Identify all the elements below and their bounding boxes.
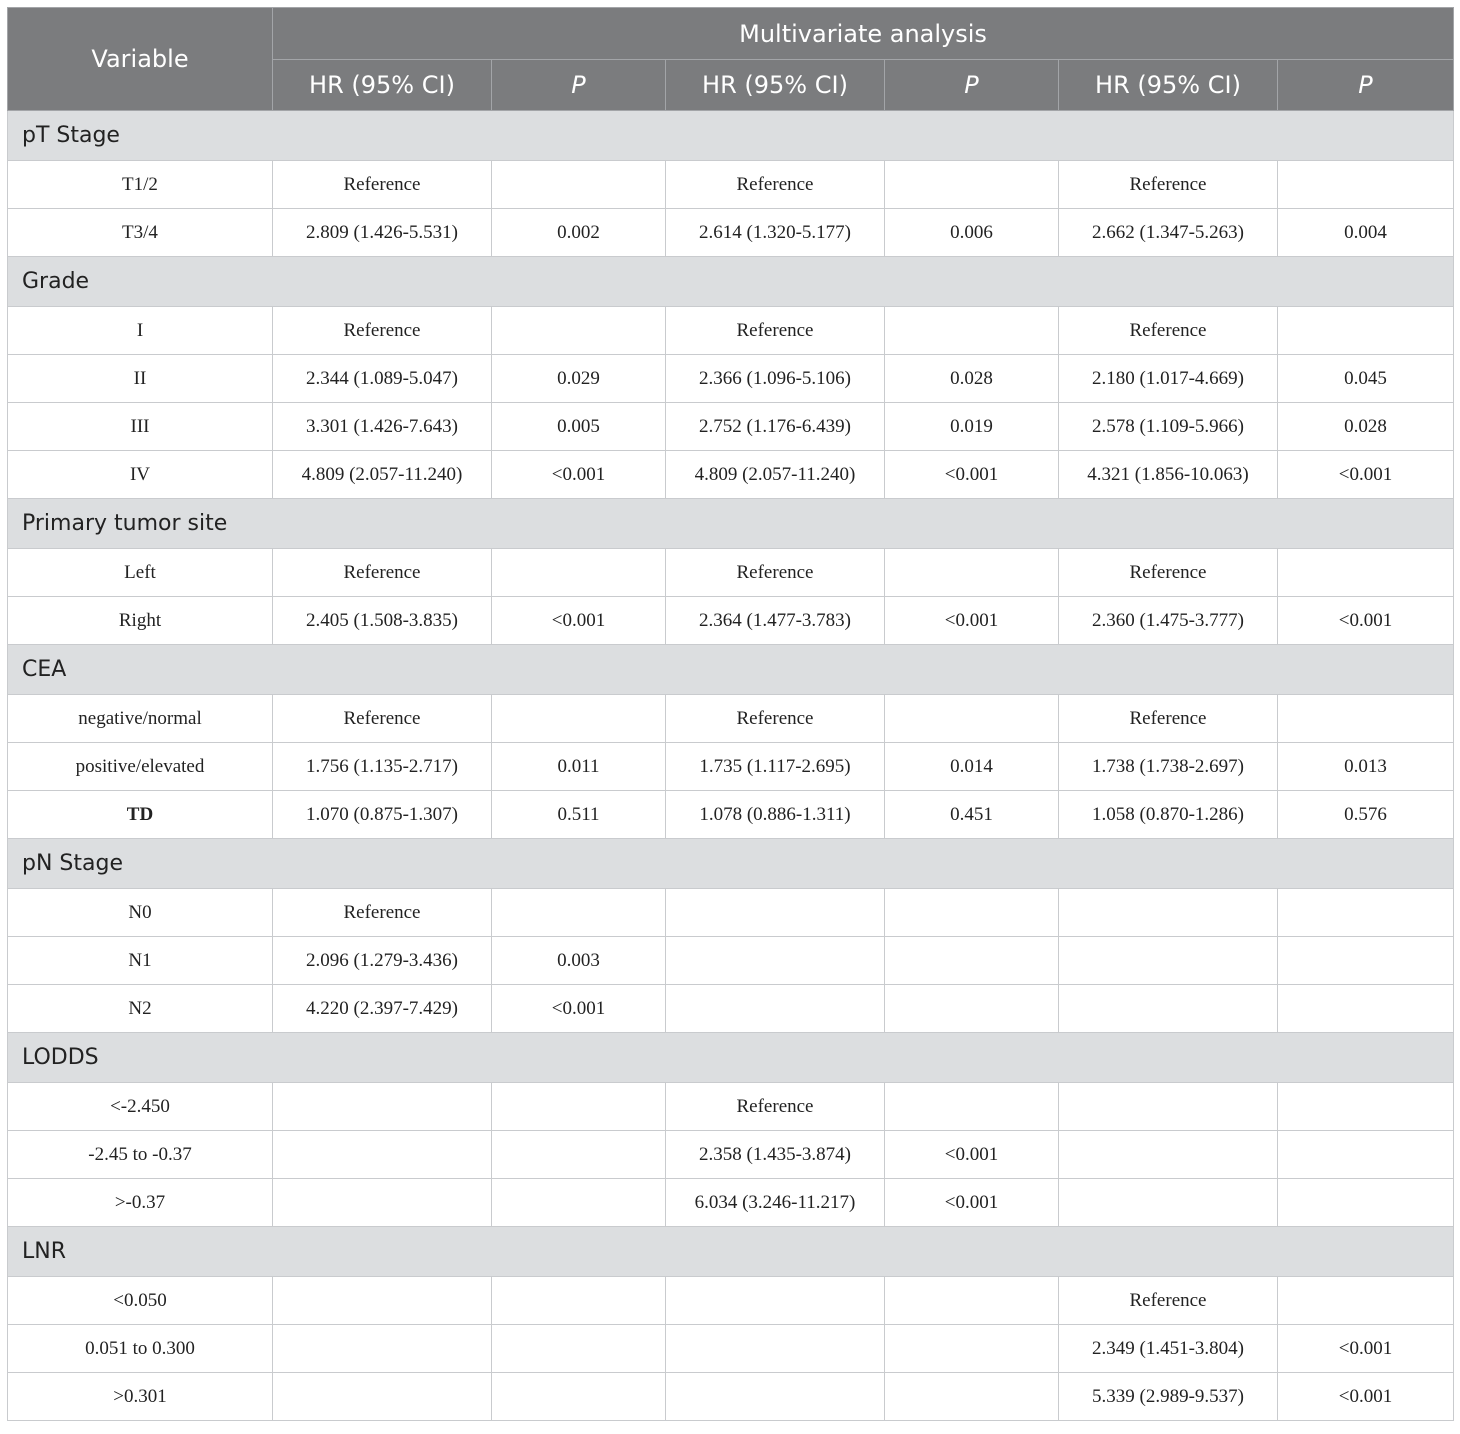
p-value-cell	[1278, 307, 1454, 355]
p-value-cell: 0.029	[492, 355, 666, 403]
row-label: N2	[8, 985, 273, 1033]
row-label: N1	[8, 937, 273, 985]
section-title: pN Stage	[8, 839, 1454, 889]
hr-ci-cell: Reference	[666, 549, 885, 597]
table-row	[8, 1131, 1454, 1179]
hr-ci-cell	[273, 1131, 492, 1179]
p-value-cell	[885, 161, 1059, 209]
hr-ci-cell: 2.614 (1.320-5.177)	[666, 209, 885, 257]
row-label: T3/4	[8, 209, 273, 257]
hr-ci-cell: 2.360 (1.475-3.777)	[1059, 597, 1278, 645]
multivariate-table	[7, 7, 1454, 1421]
p-value-cell	[885, 1325, 1059, 1373]
section-row	[8, 839, 1454, 889]
table-row	[8, 1179, 1454, 1227]
p-value-cell	[492, 1277, 666, 1325]
p-value-cell	[1278, 985, 1454, 1033]
p-value-cell	[885, 549, 1059, 597]
section-title: LNR	[8, 1227, 1454, 1277]
table-row	[8, 307, 1454, 355]
hr-ci-cell	[666, 889, 885, 937]
p-header: P	[1278, 60, 1454, 111]
p-value-cell	[885, 937, 1059, 985]
p-value-cell: 0.002	[492, 209, 666, 257]
hr-ci-cell: 6.034 (3.246-11.217)	[666, 1179, 885, 1227]
row-label: -2.45 to -0.37	[8, 1131, 273, 1179]
hr-ci-cell	[666, 1277, 885, 1325]
table-row	[8, 743, 1454, 791]
p-value-cell	[885, 1373, 1059, 1421]
row-label: Right	[8, 597, 273, 645]
p-value-cell: 0.005	[492, 403, 666, 451]
hr-ci-cell: Reference	[1059, 549, 1278, 597]
hr-ci-cell: 4.809 (2.057-11.240)	[666, 451, 885, 499]
hr-ci-cell	[273, 1083, 492, 1131]
p-value-cell	[1278, 1083, 1454, 1131]
p-value-cell: <0.001	[492, 451, 666, 499]
table-row	[8, 791, 1454, 839]
hr-ci-cell	[273, 1179, 492, 1227]
hr-ci-cell: 2.364 (1.477-3.783)	[666, 597, 885, 645]
table-row	[8, 1325, 1454, 1373]
p-value-cell	[492, 161, 666, 209]
row-label: 0.051 to 0.300	[8, 1325, 273, 1373]
p-value-cell	[492, 307, 666, 355]
p-value-cell	[492, 1325, 666, 1373]
section-row	[8, 499, 1454, 549]
p-value-cell: 0.006	[885, 209, 1059, 257]
p-value-cell: <0.001	[1278, 597, 1454, 645]
p-value-cell: <0.001	[1278, 1373, 1454, 1421]
row-label: I	[8, 307, 273, 355]
results-table-container	[7, 7, 1453, 1421]
row-label: positive/elevated	[8, 743, 273, 791]
table-row	[8, 1277, 1454, 1325]
row-label: >-0.37	[8, 1179, 273, 1227]
hr-ci-cell: 2.809 (1.426-5.531)	[273, 209, 492, 257]
p-value-cell	[492, 889, 666, 937]
hr-ci-cell: 1.735 (1.117-2.695)	[666, 743, 885, 791]
hr-ci-cell: Reference	[666, 307, 885, 355]
section-row	[8, 645, 1454, 695]
p-value-cell: <0.001	[885, 597, 1059, 645]
hr-ci-cell: Reference	[1059, 1277, 1278, 1325]
p-value-cell: 0.028	[1278, 403, 1454, 451]
row-label: Left	[8, 549, 273, 597]
p-value-cell	[1278, 1277, 1454, 1325]
row-label: negative/normal	[8, 695, 273, 743]
row-label: >0.301	[8, 1373, 273, 1421]
hr-ci-cell	[1059, 1131, 1278, 1179]
section-row	[8, 1227, 1454, 1277]
p-value-cell	[492, 1131, 666, 1179]
p-value-cell	[492, 1083, 666, 1131]
row-label: T1/2	[8, 161, 273, 209]
p-value-cell: <0.001	[885, 451, 1059, 499]
hr-ci-cell: 1.738 (1.738-2.697)	[1059, 743, 1278, 791]
p-value-cell	[885, 889, 1059, 937]
hr-ci-cell: 3.301 (1.426-7.643)	[273, 403, 492, 451]
hr-ci-cell: 2.358 (1.435-3.874)	[666, 1131, 885, 1179]
p-value-cell: <0.001	[885, 1131, 1059, 1179]
section-title: CEA	[8, 645, 1454, 695]
p-value-cell: 0.011	[492, 743, 666, 791]
p-value-cell: <0.001	[492, 597, 666, 645]
p-value-cell: <0.001	[1278, 1325, 1454, 1373]
hr-ci-cell: 1.070 (0.875-1.307)	[273, 791, 492, 839]
hr-ci-cell: Reference	[1059, 695, 1278, 743]
hr-ci-cell: 4.220 (2.397-7.429)	[273, 985, 492, 1033]
hr-ci-cell: Reference	[273, 549, 492, 597]
table-row	[8, 937, 1454, 985]
section-row	[8, 111, 1454, 161]
table-row	[8, 695, 1454, 743]
hr-ci-cell	[1059, 1179, 1278, 1227]
section-row	[8, 1033, 1454, 1083]
hr-ci-cell	[666, 1325, 885, 1373]
p-value-cell	[1278, 695, 1454, 743]
p-value-cell	[492, 695, 666, 743]
hr-ci-cell: 2.752 (1.176-6.439)	[666, 403, 885, 451]
p-value-cell	[1278, 549, 1454, 597]
p-value-cell	[492, 549, 666, 597]
table-row	[8, 549, 1454, 597]
p-value-cell: 0.511	[492, 791, 666, 839]
variable-header: Variable	[8, 8, 273, 111]
p-value-cell: 0.019	[885, 403, 1059, 451]
p-header: P	[885, 60, 1059, 111]
table-header	[8, 8, 1454, 111]
hr-ci-cell: 1.756 (1.135-2.717)	[273, 743, 492, 791]
p-value-cell	[1278, 1179, 1454, 1227]
table-row	[8, 597, 1454, 645]
hr-ci-cell: Reference	[666, 1083, 885, 1131]
table-row	[8, 403, 1454, 451]
hr-ci-cell	[273, 1373, 492, 1421]
p-value-cell: 0.045	[1278, 355, 1454, 403]
hr-ci-cell	[1059, 889, 1278, 937]
hr-ci-cell: 5.339 (2.989-9.537)	[1059, 1373, 1278, 1421]
hr-ci-cell	[273, 1277, 492, 1325]
hr-ci-cell	[273, 1325, 492, 1373]
hr-ci-cell: 2.578 (1.109-5.966)	[1059, 403, 1278, 451]
hr-ci-header: HR (95% CI)	[273, 60, 492, 111]
hr-ci-cell: Reference	[273, 889, 492, 937]
table-row	[8, 889, 1454, 937]
table-body	[8, 111, 1454, 1421]
p-value-cell	[492, 1179, 666, 1227]
p-value-cell	[885, 1277, 1059, 1325]
p-value-cell	[1278, 1131, 1454, 1179]
hr-ci-header: HR (95% CI)	[1059, 60, 1278, 111]
hr-ci-cell: Reference	[273, 307, 492, 355]
table-row	[8, 355, 1454, 403]
hr-ci-cell: 2.349 (1.451-3.804)	[1059, 1325, 1278, 1373]
p-value-cell: 0.014	[885, 743, 1059, 791]
hr-ci-cell: Reference	[273, 161, 492, 209]
hr-ci-cell	[1059, 937, 1278, 985]
table-row	[8, 985, 1454, 1033]
multivariate-header: Multivariate analysis	[273, 8, 1454, 60]
row-label: <-2.450	[8, 1083, 273, 1131]
hr-ci-cell	[666, 1373, 885, 1421]
hr-ci-cell: 2.096 (1.279-3.436)	[273, 937, 492, 985]
p-value-cell	[885, 985, 1059, 1033]
hr-ci-cell: 4.809 (2.057-11.240)	[273, 451, 492, 499]
hr-ci-cell: 1.058 (0.870-1.286)	[1059, 791, 1278, 839]
p-value-cell: 0.004	[1278, 209, 1454, 257]
row-label: N0	[8, 889, 273, 937]
p-value-cell	[1278, 937, 1454, 985]
hr-ci-cell	[666, 937, 885, 985]
row-label: IV	[8, 451, 273, 499]
p-value-cell	[885, 307, 1059, 355]
p-value-cell: 0.013	[1278, 743, 1454, 791]
hr-ci-cell: 2.662 (1.347-5.263)	[1059, 209, 1278, 257]
hr-ci-cell	[666, 985, 885, 1033]
hr-ci-cell	[1059, 985, 1278, 1033]
hr-ci-cell: 2.344 (1.089-5.047)	[273, 355, 492, 403]
p-header: P	[492, 60, 666, 111]
hr-ci-cell	[1059, 1083, 1278, 1131]
p-value-cell: 0.003	[492, 937, 666, 985]
hr-ci-cell: 2.405 (1.508-3.835)	[273, 597, 492, 645]
p-value-cell	[1278, 161, 1454, 209]
p-value-cell	[885, 695, 1059, 743]
hr-ci-cell: Reference	[1059, 161, 1278, 209]
row-label: TD	[8, 791, 273, 839]
hr-ci-cell: Reference	[666, 695, 885, 743]
section-title: pT Stage	[8, 111, 1454, 161]
p-value-cell: <0.001	[885, 1179, 1059, 1227]
row-label: III	[8, 403, 273, 451]
section-row	[8, 257, 1454, 307]
hr-ci-cell: Reference	[273, 695, 492, 743]
section-title: Grade	[8, 257, 1454, 307]
table-row	[8, 209, 1454, 257]
p-value-cell: 0.576	[1278, 791, 1454, 839]
p-value-cell	[885, 1083, 1059, 1131]
hr-ci-cell: 2.180 (1.017-4.669)	[1059, 355, 1278, 403]
table-row	[8, 1373, 1454, 1421]
hr-ci-cell: 2.366 (1.096-5.106)	[666, 355, 885, 403]
table-row	[8, 451, 1454, 499]
p-value-cell	[492, 1373, 666, 1421]
section-title: LODDS	[8, 1033, 1454, 1083]
hr-ci-cell: 1.078 (0.886-1.311)	[666, 791, 885, 839]
row-label: <0.050	[8, 1277, 273, 1325]
p-value-cell: 0.028	[885, 355, 1059, 403]
table-row	[8, 1083, 1454, 1131]
hr-ci-header: HR (95% CI)	[666, 60, 885, 111]
hr-ci-cell: 4.321 (1.856-10.063)	[1059, 451, 1278, 499]
p-value-cell: 0.451	[885, 791, 1059, 839]
p-value-cell	[1278, 889, 1454, 937]
p-value-cell: <0.001	[1278, 451, 1454, 499]
table-row	[8, 161, 1454, 209]
p-value-cell: <0.001	[492, 985, 666, 1033]
hr-ci-cell: Reference	[666, 161, 885, 209]
hr-ci-cell: Reference	[1059, 307, 1278, 355]
section-title: Primary tumor site	[8, 499, 1454, 549]
row-label: II	[8, 355, 273, 403]
